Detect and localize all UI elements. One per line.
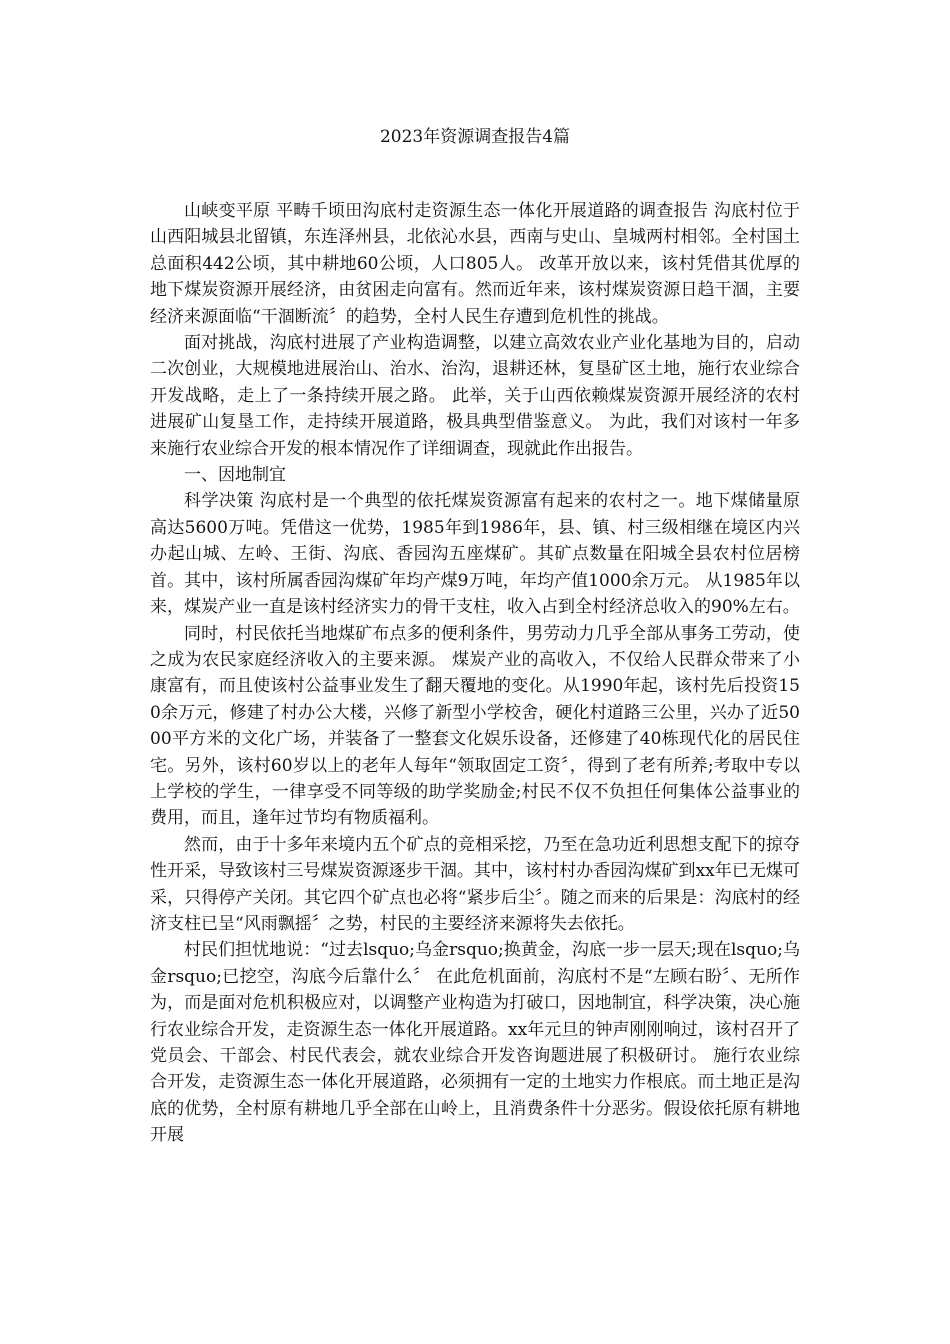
document-body (150, 198, 800, 1149)
paragraph-challenge: 面对挑战，沟底村进展了产业构造调整，以建立高效农业产业化基地为目的，启动二次创业，大规模地进展治山、治水、治沟，退耕还林，复垦矿区土地，施行农业综合开发战略，走上了一条持续开展之路。 此举，关于山西依赖煤炭资源开展经济的农村进展矿山复垦工作，走持续开展道路，极具典型借鉴意义。 为此，我们对该村一年多来施行农业综合开发的根本情况作了详细调查，现就此作出报告。 (150, 333, 800, 459)
paragraph-decision: 科学决策 沟底村是一个典型的依托煤炭资源富有起来的农村之一。地下煤储量原高达5600万吨。凭借这一优势，1985年到1986年，县、镇、村三级相继在境区内兴办起山城、左岭、王街、沟底、香园沟五座煤矿。其矿点数量在阳城全县农村位居榜首。其中，该村所属香园沟煤矿年均产煤9万吨，年均产值1000余万元。 从1985年以来，煤炭产业一直是该村经济实力的骨干支柱，收入占到全村经济总收入的90%左右。 (150, 491, 800, 618)
paragraph-response: 村民们担忧地说：“过去lsquo;乌金rsquo;换黄金，沟底一步一层天;现在lsquo;乌金rsquo;已挖空，沟底今后靠什么〞 在此危机面前，沟底村不是“左顾右盼〞、无所作为，而是面对危机积极应对，以调整产业构造为打破口，因地制宜，科学决策，决心施行农业综合开发，走资源生态一体化开展道路。xx年元旦的钟声刚刚响过，该村召开了党员会、干部会、村民代表会，就农业综合开发咨询题进展了积极研讨。 施行农业综合开发，走资源生态一体化开展道路，必须拥有一定的土地实力作根底。而土地正是沟底的优势，全村原有耕地几乎全部在山岭上，且消费条件十分恶劣。假设依托原有耕地开展 (150, 940, 800, 1146)
paragraph-depletion: 然而，由于十多年来境内五个矿点的竞相采挖，乃至在急功近利思想支配下的掠夺性开采，导致该村三号煤炭资源逐步干涸。其中，该村村办香园沟煤矿到xx年已无煤可采，只得停产关闭。其它四个矿点也必将“紧步后尘〞。随之而来的后果是：沟底村的经济支柱已呈“风雨飘摇〞之势，村民的主要经济来源将失去依托。 (150, 834, 800, 934)
section-heading: 一、因地制宜 (184, 465, 286, 486)
paragraph-villagers: 同时，村民依托当地煤矿布点多的便利条件，男劳动力几乎全部从事务工劳动，使之成为农民家庭经济收入的主要来源。 煤炭产业的高收入，不仅给人民群众带来了小康富有，而且使该村公益事业发生了翻天覆地的变化。从1990年起，该村先后投资150余万元，修建了村办公大楼，兴修了新型小学校舍，硬化村道路三公里，兴办了近5000平方米的文化广场，并装备了一整套文化娱乐设备，还修建了40栋现代化的居民住宅。另外，该村60岁以上的老年人每年“领取固定工资〞，得到了老有所养;考取中专以上学校的学生，一律享受不同等级的助学奖励金;村民不仅不负担任何集体公益事业的费用，而且，逢年过节均有物质福利。 (150, 623, 800, 829)
document-title: 2023年资源调查报告4篇 (379, 127, 571, 147)
paragraph-intro: 山峡变平原 平畴千顷田沟底村走资源生态一体化开展道路的调查报告 沟底村位于山西阳城县北留镇，东连泽州县，北依沁水县，西南与史山、皇城两村相邻。全村国土总面积442公顷，其中耕地60公顷，人口805人。 改革开放以来，该村凭借其优厚的地下煤炭资源开展经济，由贫困走向富有。然而近年来，该村煤炭资源日趋干涸，主要经济来源面临“干涸断流〞的趋势，全村人民生存遭到危机性的挑战。 (150, 201, 800, 327)
